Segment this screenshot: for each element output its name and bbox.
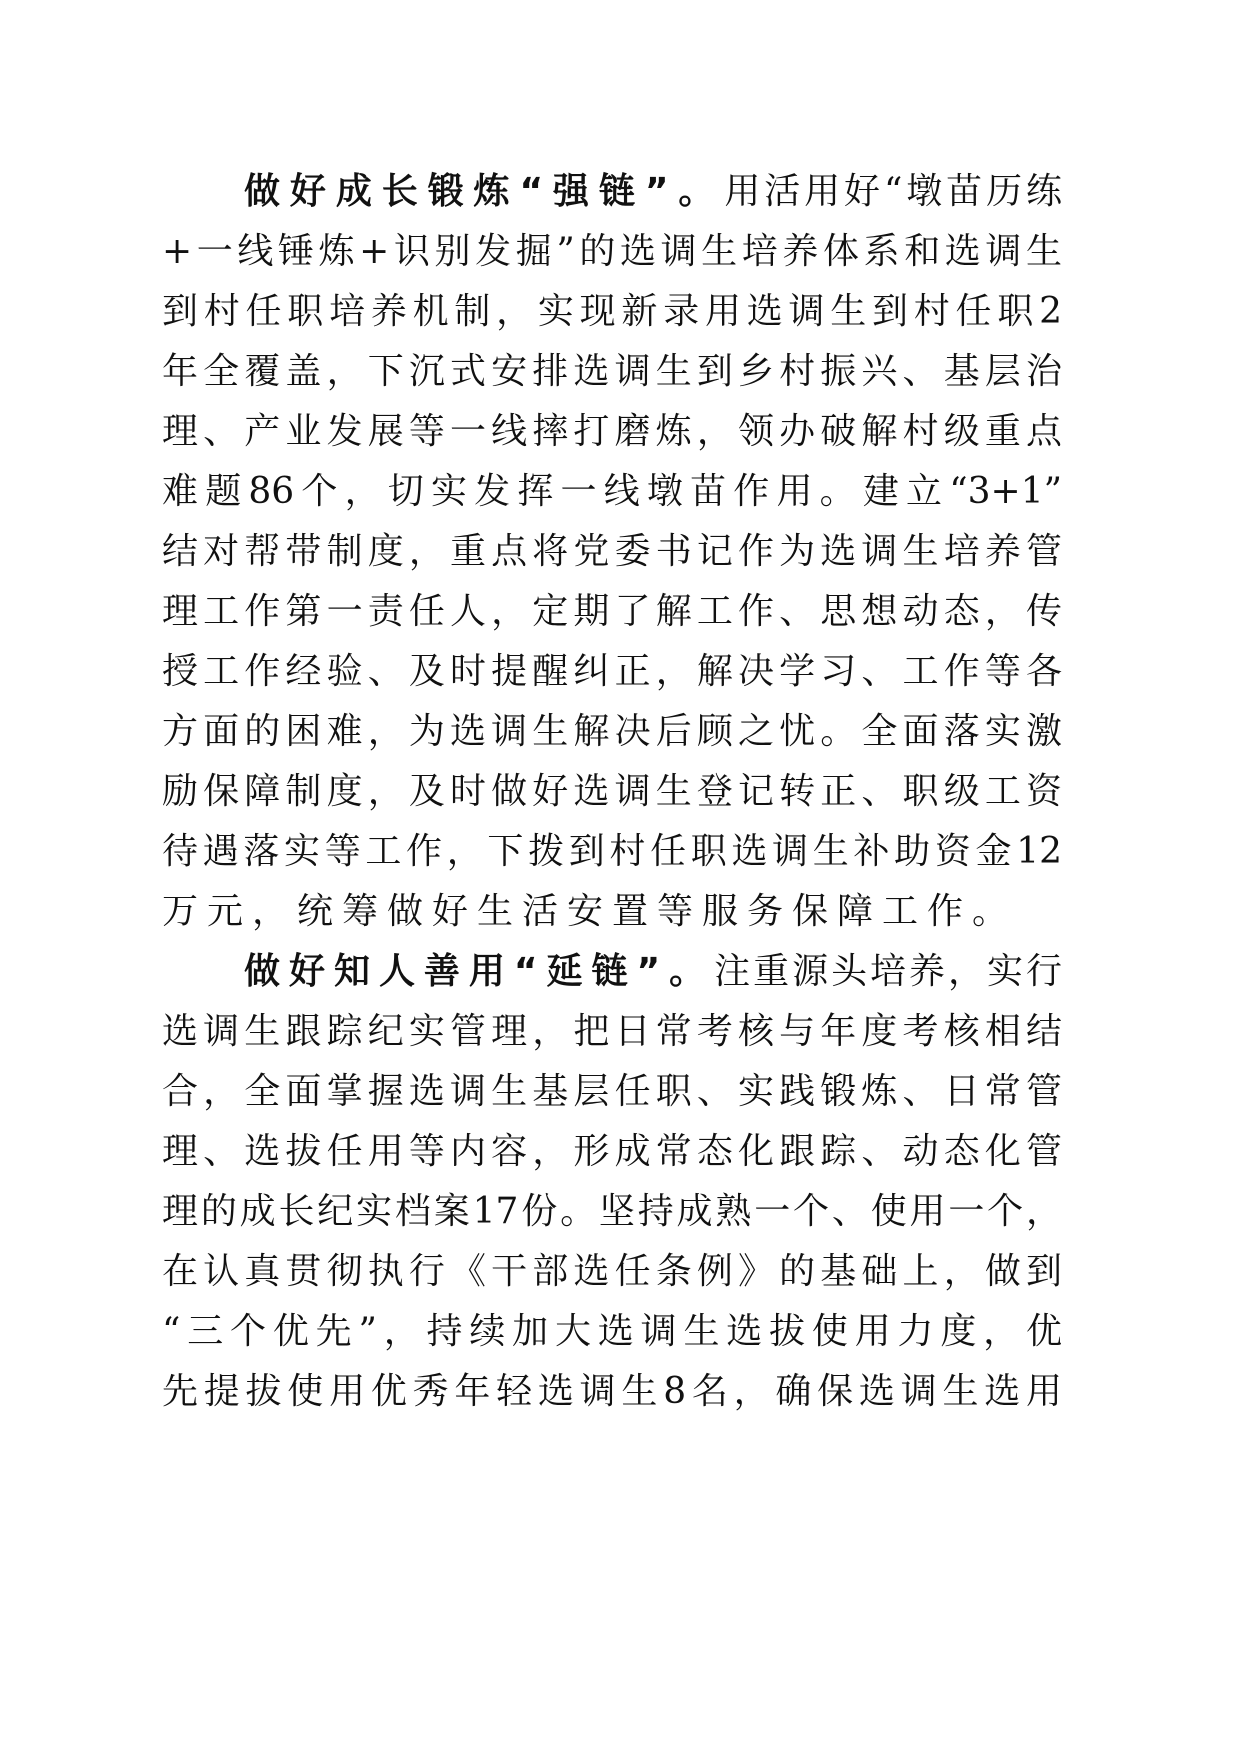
paragraph-2-line-8: 先提拔使用优秀年轻选调生8名，确保选调生选用 xyxy=(162,1371,1062,1412)
paragraph-2-line-6: 在认真贯彻执行《干部选任条例》的基础上，做到 xyxy=(162,1251,1062,1292)
paragraph-1-line-1-text: 用活用好“墩苗历练 xyxy=(724,171,1063,212)
paragraph-1-line-4: 年全覆盖，下沉式安排选调生到乡村振兴、基层治 xyxy=(162,351,1062,392)
paragraph-1-heading: 做好成长锻炼“强链”。 xyxy=(244,171,725,212)
paragraph-1-line-8: 理工作第一责任人，定期了解工作、思想动态，传 xyxy=(162,591,1062,632)
paragraph-2-line-7: “三个优先”，持续加大选调生选拔使用力度，优 xyxy=(162,1311,1062,1352)
paragraph-2-line-1 xyxy=(244,942,1062,1002)
paragraph-1-line-12: 待遇落实等工作，下拨到村任职选调生补助资金12 xyxy=(162,831,1062,872)
paragraph-1-line-6: 难题86个，切实发挥一线墩苗作用。建立“3+1” xyxy=(162,471,1062,512)
paragraph-2-line-2: 选调生跟踪纪实管理，把日常考核与年度考核相结 xyxy=(162,1011,1062,1052)
paragraph-2-line-3: 合，全面掌握选调生基层任职、实践锻炼、日常管 xyxy=(162,1071,1062,1112)
paragraph-1-line-1 xyxy=(244,162,1062,222)
paragraph-1-line-10: 方面的困难，为选调生解决后顾之忧。全面落实激 xyxy=(162,711,1062,752)
paragraph-2-line-4: 理、选拔任用等内容，形成常态化跟踪、动态化管 xyxy=(162,1131,1062,1172)
paragraph-1-line-9: 授工作经验、及时提醒纠正，解决学习、工作等各 xyxy=(162,651,1062,692)
paragraph-1-line-7: 结对帮带制度，重点将党委书记作为选调生培养管 xyxy=(162,531,1062,572)
paragraph-2-line-5: 理的成长纪实档案17份。坚持成熟一个、使用一个， xyxy=(162,1191,1062,1232)
paragraph-1-line-3: 到村任职培养机制，实现新录用选调生到村任职2 xyxy=(162,291,1062,332)
paragraph-1-line-5: 理、产业发展等一线摔打磨炼，领办破解村级重点 xyxy=(162,411,1062,452)
paragraph-1-line-13: 万元，统筹做好生活安置等服务保障工作。 xyxy=(162,891,1018,932)
paragraph-1-line-2: +一线锤炼+识别发掘”的选调生培养体系和选调生 xyxy=(162,231,1062,272)
paragraph-1-line-11: 励保障制度，及时做好选调生登记转正、职级工资 xyxy=(162,771,1062,812)
paragraph-2-heading: 做好知人善用“延链”。 xyxy=(244,951,715,992)
paragraph-2-line-1-text: 注重源头培养，实行 xyxy=(714,951,1062,992)
